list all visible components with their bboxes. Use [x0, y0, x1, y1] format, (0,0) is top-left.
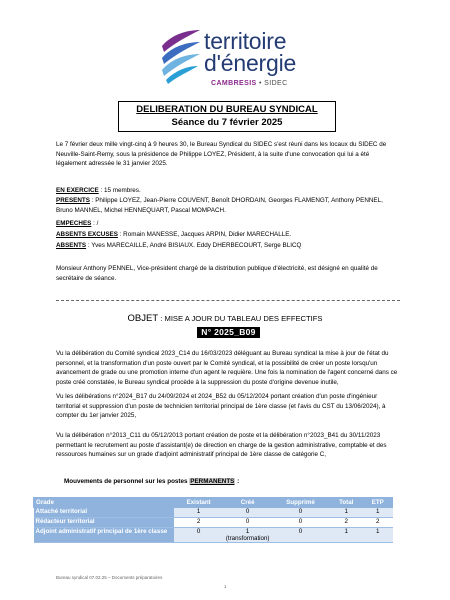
cell-total: 2	[330, 518, 363, 528]
table-title	[64, 477, 239, 486]
header-supprime: Supprimé	[271, 498, 329, 508]
objet-text: : MISE A JOUR DU TABLEAU DES EFFECTIFS	[158, 314, 323, 323]
table-header-row	[34, 498, 393, 508]
secretary-paragraph: Monsieur Anthony PENNEL, Vice-président chargé de la distribution publique d'électricité, est désigné en qualité de secrétaire de séance.	[56, 265, 378, 282]
cell-cree: 0	[224, 518, 272, 528]
cell-cree: 1 (transformation)	[225, 528, 270, 542]
page-number: 1	[224, 584, 227, 589]
logo-line1: territoire	[204, 28, 287, 54]
table-title-a: Mouvements de personnel sur les postes	[64, 478, 190, 485]
presents-label: PRESENTS	[56, 197, 90, 204]
movements-table	[33, 497, 393, 543]
header-total: Total	[330, 498, 363, 508]
cell-grade: Adjoint administratif principal de 1ère classe	[34, 528, 174, 543]
presents-value: : Philippe LOYEZ, Jean-Pierre COUVENT, Benoît DHORDAIN, Georges FLAMENGT, Anthony PENNEL, Bruno MANNEL, Michel HENNEQUART, Pascal MOMPACH.	[56, 197, 383, 214]
cell-etp: 1	[363, 508, 393, 518]
table-row	[34, 508, 393, 518]
logo-subtitle	[211, 80, 288, 87]
absents-label: ABSENTS	[56, 242, 87, 249]
cell-grade: Attaché territorial	[34, 508, 174, 518]
cell-existant: 2	[174, 518, 224, 528]
excuses-label: ABSENTS EXCUSES	[56, 231, 118, 238]
cell-supprime: 0	[271, 518, 329, 528]
absents-line	[56, 241, 400, 251]
paragraph-3: Vu la délibération n°2013_C11 du 05/12/2013 portant création de poste et la délibération n°2023_B41 du 30/11/2023 permettant le recrutement au poste d'assistant(e) de direction en charge de la gestion administrative, comptable et des ressources humaines sur un grade d'adjoint administratif principal de 1ère classe de catégorie C,	[56, 432, 387, 459]
header-cree: Créé	[224, 498, 272, 508]
table-row	[34, 518, 393, 528]
intro-paragraph: Le 7 février deux mille vingt-cinq à 9 heures 30, le Bureau Syndical du SIDEC s'est réuni dans les locaux du SIDEC de Neuville-Saint-Remy, sous la présidence de Philippe LOYEZ, Président, à la suite d'une convocation qui lui a été légalement adressée le 31 janvier 2025.	[56, 141, 387, 168]
absents-value: : Yves MARECAILLE, André BISIAUX. Eddy DHERBECOURT, Serge BLICQ	[86, 242, 302, 249]
table-row	[34, 528, 393, 543]
cell-supprime: 0	[271, 508, 329, 518]
header-grade: Grade	[34, 498, 174, 508]
logo-sub-a: CAMBRESIS	[211, 80, 257, 87]
exercice-label: EN EXERCICE	[56, 187, 99, 194]
table-title-permanents: PERMANENTS	[190, 478, 235, 485]
presents-line	[56, 196, 400, 215]
deliberation-number: N° 2025_B09	[197, 327, 260, 338]
objet-heading	[0, 313, 450, 325]
logo-mark-icon	[158, 26, 204, 88]
empeches-label: EMPECHES	[56, 220, 92, 227]
cell-supprime: 0	[271, 528, 329, 543]
title-line1: DELIBERATION DU BUREAU SYNDICAL	[136, 104, 318, 115]
empeches-line	[56, 219, 400, 229]
cell-existant: 0	[174, 528, 224, 543]
excuses-value: : Romain MANESSE, Jacques ARPIN, Didier MARECHALLE.	[117, 231, 292, 238]
table-title-c: :	[235, 478, 240, 485]
logo	[158, 26, 298, 100]
paragraph-1: Vu la délibération du Comité syndical 2023_C14 du 16/03/2023 déléguant au Bureau syndical la mise à jour de l'état du personnel, et la transformation d'un poste ouvert par le Comité syndical, et la possibilité de créer un poste lorsqu'un avancement de grade ou une promotion interne d'un agent le requière. Une fois la nomination de l'agent concerné dans ce poste créé constatée, le Bureau syndical procède à la suppression du poste d'origine devenue inutile,	[56, 350, 398, 387]
exercice-line	[56, 186, 400, 196]
objet-label: OBJET	[127, 313, 159, 324]
cell-etp: 1	[363, 528, 393, 543]
excuses-line	[56, 230, 400, 240]
title-line2: Séance du 7 février 2025	[171, 117, 283, 128]
cell-total: 1	[330, 508, 363, 518]
cell-total: 1	[330, 528, 363, 543]
logo-line2: d'énergie	[204, 50, 297, 76]
footer: Bureau syndical 07.02.25 – Documents préparatoires	[56, 575, 163, 580]
empeches-value: : /	[91, 220, 99, 227]
header-existant: Existant	[174, 498, 224, 508]
paragraph-2: Vu les délibérations n°2024_B17 du 24/09/2024 et 2024_B52 du 05/12/2024 portant création d'un poste d'ingénieur territorial et suppression d'un poste de technicien territorial principal de 1ère classe (et l'avis du CST du 13/06/2024), à compter du 1er janvier 2025,	[56, 393, 386, 420]
exercice-value: : 15 membres.	[98, 187, 141, 194]
cell-cree: 0	[224, 508, 272, 518]
header-etp: ETP	[363, 498, 393, 508]
cell-etp: 2	[363, 518, 393, 528]
cell-grade: Rédacteur territorial	[34, 518, 174, 528]
title-box	[118, 101, 336, 132]
logo-sub-b: • SIDEC	[256, 80, 288, 87]
separator	[56, 300, 400, 301]
cell-existant: 1	[174, 508, 224, 518]
